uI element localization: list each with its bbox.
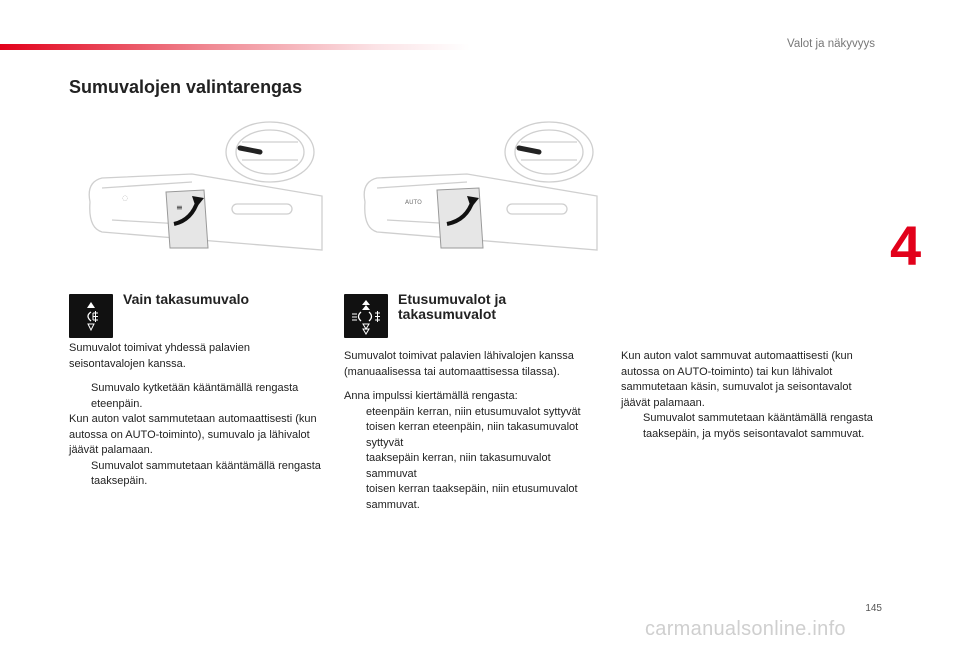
col3-text <box>621 349 879 442</box>
col2-bullet: eteenpäin kerran, niin etusumuvalot syttyvät <box>366 405 581 418</box>
chapter-title: Valot ja näkyvyys <box>787 38 875 50</box>
col3-bullet: Sumuvalot sammutetaan kääntämällä rengasta taaksepäin, ja myös seisontavalot sammuvat. <box>643 412 873 440</box>
col2-text <box>344 349 602 513</box>
list-item <box>621 411 879 442</box>
col2-bullet: toisen kerran eteenpäin, niin takasumuvalot syttyvät <box>366 421 579 449</box>
col1-title: Vain takasumuvalo <box>123 291 250 307</box>
svg-text:≡: ≡ <box>176 203 183 212</box>
chapter-number: 4 <box>890 214 922 277</box>
section-title: Sumuvalojen valintarengas <box>69 77 303 97</box>
col2-lead: Anna impulssi kiertämällä rengasta: <box>344 390 518 402</box>
col2-bullet: taaksepäin kerran, niin takasumuvalot sammuvat <box>366 452 551 480</box>
list-item <box>344 420 602 451</box>
bullet-marker <box>344 420 366 451</box>
list-item <box>69 381 324 412</box>
list-item <box>344 451 602 482</box>
rear-fog-icon <box>69 294 113 338</box>
illustration-rear-fog <box>82 112 328 260</box>
illustration-front-rear-fog <box>357 112 603 260</box>
col1-text <box>69 341 324 490</box>
list-item <box>344 482 602 513</box>
col2-intro: Sumuvalot toimivat palavien lähivalojen kanssa (manuaalisessa tai automaattisessa tilassa). <box>344 350 574 378</box>
header-accent-bar <box>0 44 470 50</box>
list-item <box>69 459 324 490</box>
bullet-marker <box>344 451 366 482</box>
auto-switch-label: AUTO <box>405 199 422 206</box>
col2-title-line2: takasumuvalot <box>398 306 497 322</box>
bullet-marker <box>69 459 91 490</box>
col1-para: Kun auton valot sammutetaan automaattisesti (kun autossa on AUTO-toiminto), sumuvalo ja lähivalot jäävät palamaan. <box>69 413 317 456</box>
col1-bullet1: Sumuvalo kytketään kääntämällä rengasta eteenpäin. <box>91 382 299 410</box>
col1-intro: Sumuvalot toimivat yhdessä palavien seisontavalojen kanssa. <box>69 342 250 370</box>
page-number: 145 <box>865 603 882 614</box>
col2-title <box>398 292 506 322</box>
col1-bullet2: Sumuvalot sammutetaan kääntämällä rengasta taaksepäin. <box>91 459 321 487</box>
bullet-marker <box>69 381 91 412</box>
front-rear-fog-icon <box>344 294 388 338</box>
list-item <box>344 405 602 421</box>
col2-bullet: toisen kerran taaksepäin, niin etusumuvalot sammuvat. <box>366 483 578 511</box>
bullet-marker <box>344 482 366 513</box>
bullet-marker <box>344 405 366 421</box>
bullet-marker <box>621 411 643 442</box>
svg-text:◌: ◌ <box>122 194 129 202</box>
col3-para: Kun auton valot sammuvat automaattisesti (kun autossa on AUTO-toiminto) tai kun lähivalot sammutetaan käsin, sumuvalot ja seisontavalot jäävät palamaan. <box>621 350 853 409</box>
col2-title-line1: Etusumuvalot ja <box>398 291 507 307</box>
watermark-link[interactable]: carmanualsonline.info <box>645 618 846 640</box>
